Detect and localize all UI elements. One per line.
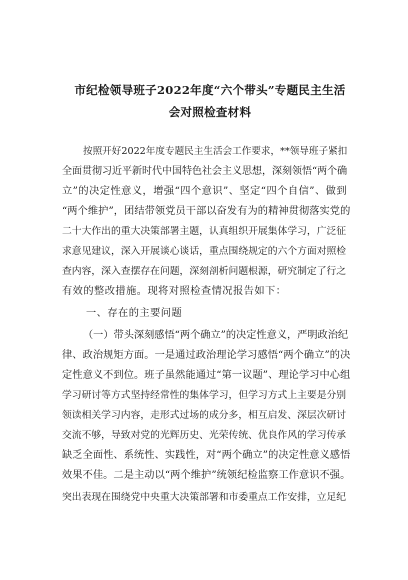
section-heading: 一、存在的主要问题 <box>86 308 183 319</box>
body-line-1: 按照开好2022年度专题民主生活会工作要求，**领导班子紧扣 <box>83 146 348 157</box>
body-line-7: 查内容，深入查摆存在问题，深刻剖析问题根源，研究制定了行之 <box>62 266 347 277</box>
body-line-10: （一）带头深刻感悟“两个确立”的决定性意义，严明政治纪 <box>83 330 349 341</box>
body-line-15: 交流不够，导致对党的光辉历史、光荣传统、优良作风的学习传承 <box>62 430 347 441</box>
body-line-13: 学习研讨等方式坚持经常性的集体学习，但学习方式上主要是分别 <box>62 390 347 401</box>
body-line-4: “两个维护”，团结带领党员干部以奋发有为的精神贯彻落实党的 <box>62 206 351 217</box>
body-line-11: 律、政治规矩方面。一是通过政治理论学习感悟“两个确立”的决 <box>62 350 351 361</box>
body-line-17: 效果不佳。二是主动以“两个维护”统领纪检监察工作意识不强。 <box>62 470 351 481</box>
document-title-line-2: 会对照检查材料 <box>168 105 252 119</box>
body-line-3: 立”的决定性意义，增强“四个意识”、坚定“四个自信”、做到 <box>62 186 348 197</box>
body-line-5: 二十大作出的重大决策部署主题，认真组织开展集体学习，广泛征 <box>62 226 347 237</box>
body-line-8: 有效的整改措施。现将对照检查情况报告如下： <box>62 286 287 297</box>
body-line-16: 缺乏全面性、系统性、实践性，对“两个确立”的决定性意义感悟 <box>62 450 351 461</box>
body-line-12: 定性意义不到位。班子虽然能通过“第一议题”、理论学习中心组 <box>62 370 351 381</box>
body-line-2: 全面贯彻习近平新时代中国特色社会主义思想，深刻领悟“两个确 <box>62 166 348 177</box>
body-line-18: 突出表现在围绕党中央重大决策部署和市委重点工作安排，立足纪 <box>62 492 347 503</box>
body-line-14: 领读相关学习内容，走形式过场的成分多，相互启发、深层次研讨 <box>62 410 347 421</box>
body-line-6: 求意见建议，深入开展谈心谈话，重点围绕规定的六个方面对照检 <box>62 246 347 257</box>
document-title-line-1: 市纪检领导班子2022年度“六个带头”专题民主生活 <box>74 83 346 97</box>
